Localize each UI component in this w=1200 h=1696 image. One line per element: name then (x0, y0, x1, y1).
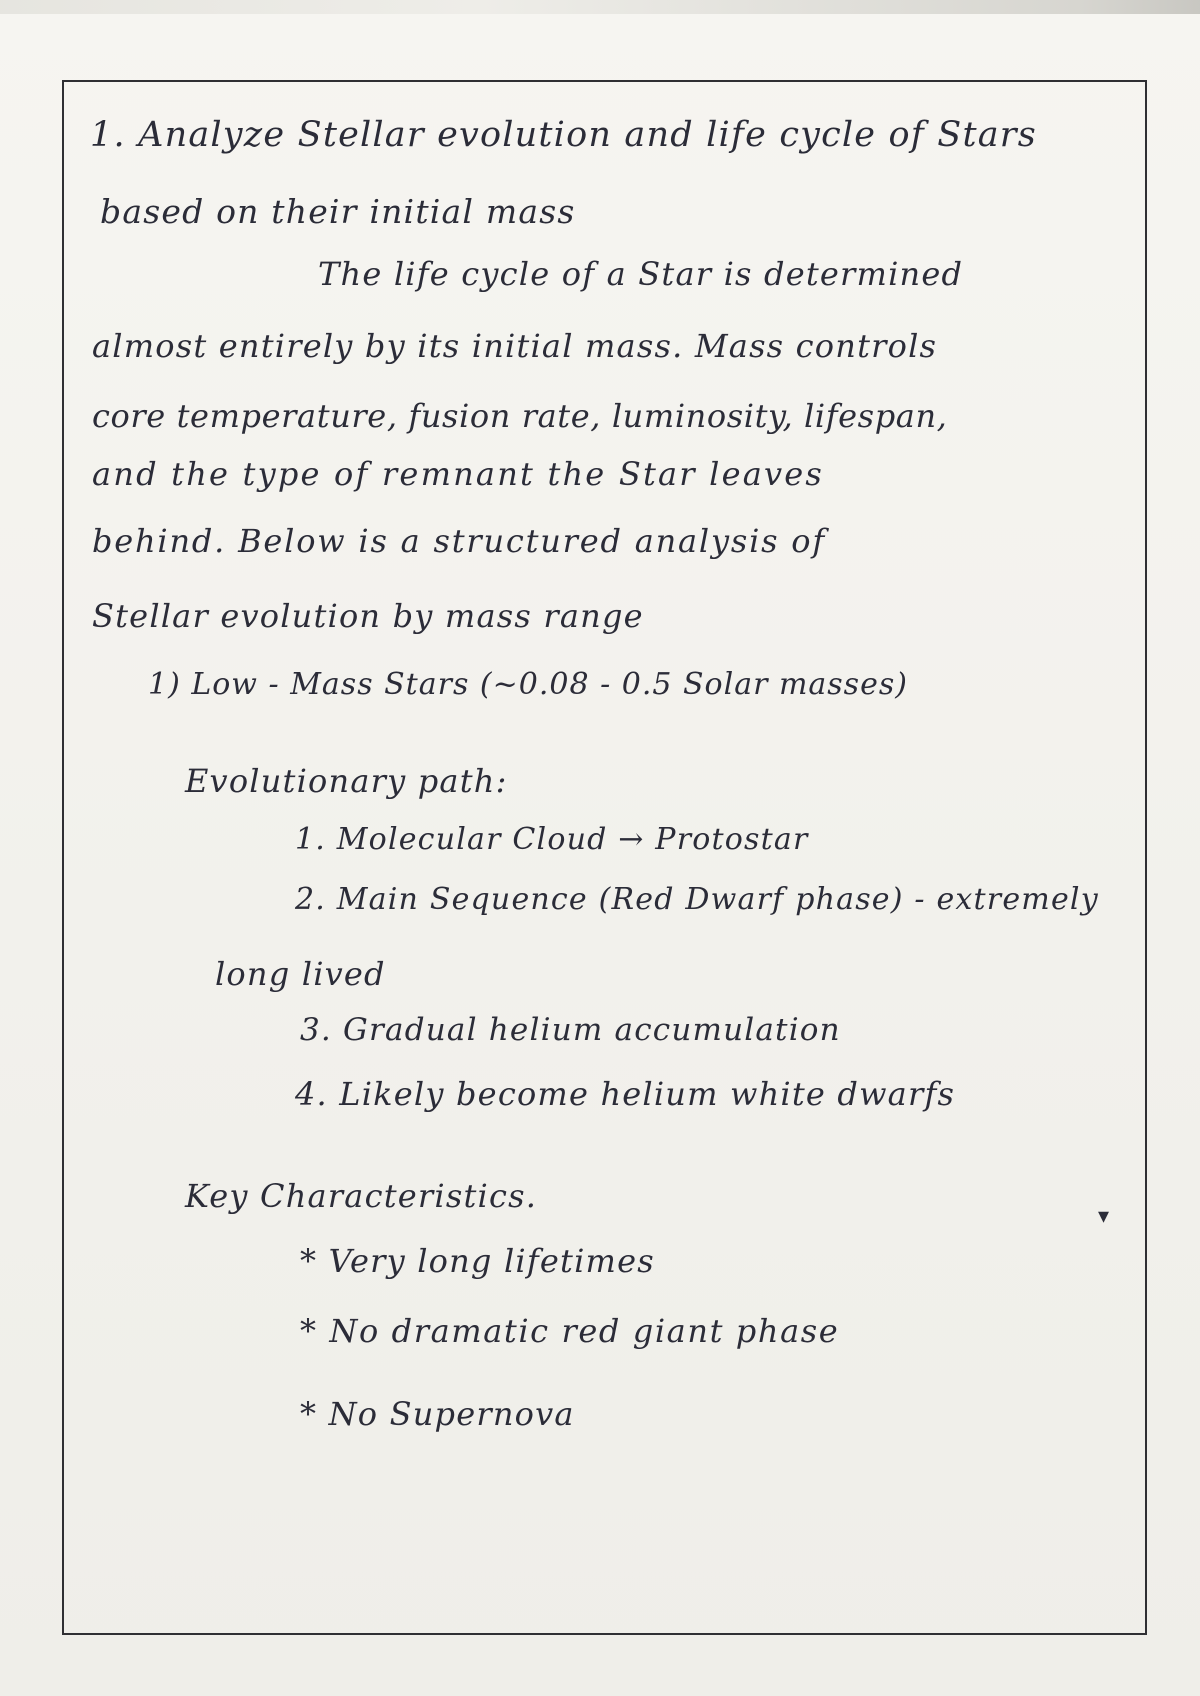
characteristic-3: * No Supernova (300, 1395, 575, 1433)
path-step-2: 2. Main Sequence (Red Dwarf phase) - extremely (295, 882, 1099, 917)
paragraph-line-6: Stellar evolution by mass range (92, 597, 644, 635)
scan-edge-shadow (0, 0, 1200, 14)
page-border (62, 80, 1147, 1635)
paragraph-line-4: and the type of remnant the Star leaves (92, 455, 825, 493)
key-characteristics-heading: Key Characteristics. (185, 1177, 538, 1215)
path-step-1: 1. Molecular Cloud → Protostar (295, 822, 809, 857)
characteristic-2: * No dramatic red giant phase (300, 1312, 840, 1350)
paragraph-line-3: core temperature, fusion rate, luminosity, lifespan, (92, 397, 948, 435)
paragraph-line-2: almost entirely by its initial mass. Mass controls (92, 327, 938, 365)
evolutionary-path-heading: Evolutionary path: (185, 762, 508, 800)
question-title-line-2: based on their initial mass (100, 192, 576, 231)
section-heading-low-mass: 1) Low - Mass Stars (~0.08 - 0.5 Solar masses) (148, 667, 908, 702)
pen-mark: ▾ (1098, 1204, 1110, 1229)
path-step-3: 3. Gradual helium accumulation (300, 1012, 841, 1048)
paragraph-line-1: The life cycle of a Star is determined (318, 255, 964, 293)
question-title-line-1: 1. Analyze Stellar evolution and life cycle of Stars (90, 115, 1037, 155)
characteristic-1: * Very long lifetimes (300, 1242, 655, 1280)
paragraph-line-5: behind. Below is a structured analysis of (92, 522, 827, 560)
path-step-2-continued: long lived (215, 955, 386, 993)
path-step-4: 4. Likely become helium white dwarfs (295, 1075, 956, 1113)
